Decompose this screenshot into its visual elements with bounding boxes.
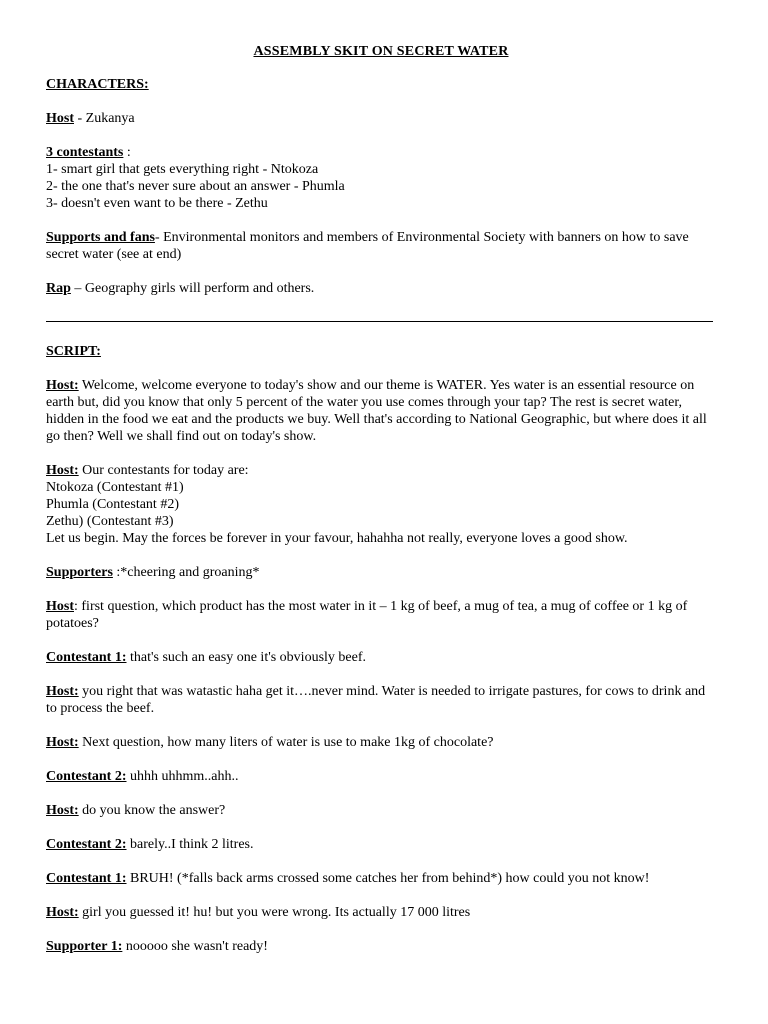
document-title: ASSEMBLY SKIT ON SECRET WATER: [253, 44, 509, 59]
speaker-label: Contestant 2:: [46, 837, 127, 852]
script-line: [46, 598, 716, 632]
contestants-label: 3 contestants: [46, 145, 124, 160]
script-line: [46, 564, 716, 581]
section-divider: [46, 321, 713, 322]
script-line: [46, 734, 716, 751]
script-line: [46, 938, 716, 955]
document-page: [46, 44, 716, 972]
dialogue-text: uhhh uhhmm..ahh..: [126, 769, 239, 784]
dialogue-text: that's such an easy one it's obviously beef.: [126, 650, 366, 665]
script-line: [46, 768, 716, 785]
dialogue-line: Let us begin. May the forces be forever in your favour, hahahha not really, everyone loves a good show.: [46, 531, 628, 546]
contestants-block: [46, 144, 716, 212]
dialogue-text: do you know the answer?: [78, 803, 226, 818]
script-line: [46, 870, 716, 887]
supports-label: Supports and fans: [46, 230, 155, 245]
host-text: - Zukanya: [74, 111, 135, 126]
speaker-label: Host:: [46, 735, 79, 750]
script-heading: SCRIPT:: [46, 344, 101, 359]
dialogue-text: girl you guessed it! hu! but you were wrong. Its actually 17 000 litres: [78, 905, 471, 920]
contestant-line: 3- doesn't even want to be there - Zethu: [46, 196, 268, 211]
speaker-label: Host:: [46, 905, 79, 920]
dialogue-line: Phumla (Contestant #2): [46, 497, 179, 512]
speaker-label: Host:: [46, 378, 79, 393]
supports-character: [46, 229, 716, 263]
speaker-label: Contestant 1:: [46, 650, 127, 665]
script-line: [46, 904, 716, 921]
dialogue-line: Ntokoza (Contestant #1): [46, 480, 184, 495]
dialogue-text: you right that was watastic haha get it….never mind. Water is needed to irrigate pastures, for cows to drink and to process the beef.: [46, 684, 706, 716]
contestants-text: :: [123, 145, 131, 160]
dialogue-text: BRUH! (*falls back arms crossed some catches her from behind*) how could you not know!: [126, 871, 650, 886]
script-line: [46, 377, 716, 445]
script-line: [46, 462, 716, 547]
dialogue-text: barely..I think 2 litres.: [126, 837, 254, 852]
dialogue-text: nooooo she wasn't ready!: [122, 939, 268, 954]
dialogue-text: : first question, which product has the most water in it – 1 kg of beef, a mug of tea, a mug of coffee or 1 kg of potatoes?: [46, 599, 688, 631]
speaker-label: Contestant 1:: [46, 871, 127, 886]
characters-heading: CHARACTERS:: [46, 77, 149, 92]
dialogue-text: :*cheering and groaning*: [112, 565, 260, 580]
speaker-label: Supporters: [46, 565, 113, 580]
speaker-label: Host:: [46, 803, 79, 818]
host-label: Host: [46, 111, 74, 126]
rap-label: Rap: [46, 281, 71, 296]
dialogue-text: Welcome, welcome everyone to today's show and our theme is WATER. Yes water is an essential resource on earth but, did you know that only 5 percent of the water you use comes through your tap? The rest is secret water, hidden in the food we eat and the products we buy. Well that's according to National Geographic, but where does it all go then? Well we shall find out on today's show.: [46, 378, 707, 444]
dialogue-line: Zethu) (Contestant #3): [46, 514, 174, 529]
speaker-label: Host:: [46, 684, 79, 699]
script-line: [46, 836, 716, 853]
script-line: [46, 802, 716, 819]
dialogue-text: Next question, how many liters of water is use to make 1kg of chocolate?: [78, 735, 494, 750]
speaker-label: Host:: [46, 463, 79, 478]
dialogue-text: Our contestants for today are:: [78, 463, 249, 478]
speaker-label: Supporter 1:: [46, 939, 123, 954]
rap-character: [46, 280, 716, 297]
script-lines: [46, 377, 716, 955]
supports-text: - Environmental monitors and members of Environmental Society with banners on how to save secret water (see at end): [46, 230, 689, 262]
contestant-line: 2- the one that's never sure about an answer - Phumla: [46, 179, 345, 194]
speaker-label: Contestant 2:: [46, 769, 127, 784]
script-line: [46, 683, 716, 717]
speaker-label: Host: [46, 599, 74, 614]
contestant-line: 1- smart girl that gets everything right - Ntokoza: [46, 162, 319, 177]
rap-text: – Geography girls will perform and others.: [70, 281, 315, 296]
script-line: [46, 649, 716, 666]
host-character: [46, 110, 716, 127]
